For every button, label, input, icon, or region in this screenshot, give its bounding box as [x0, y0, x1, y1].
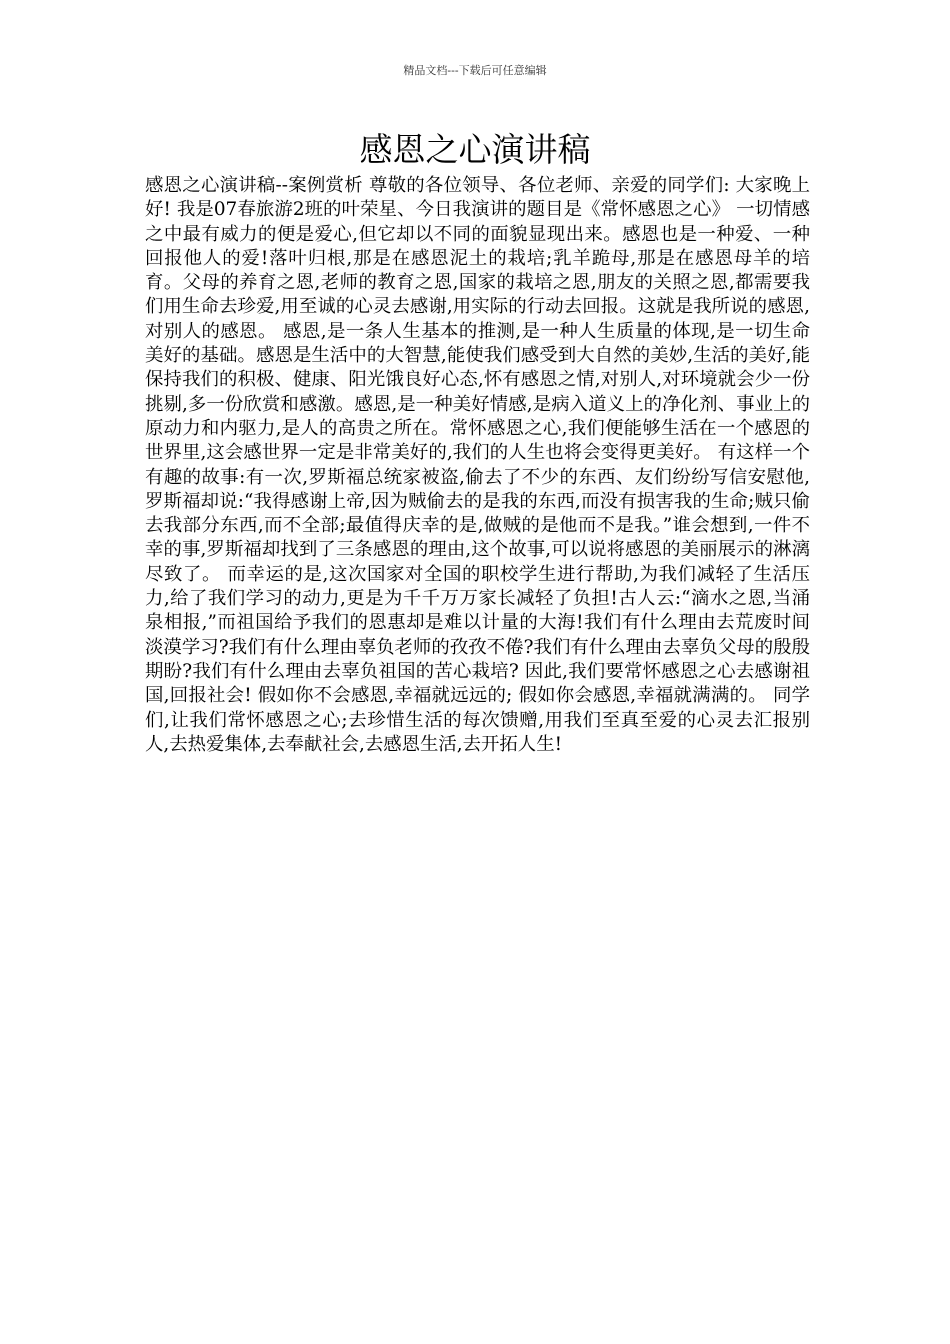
document-body: 感恩之心演讲稿--案例赏析 尊敬的各位领导、各位老师、亲爱的同学们: 大家晚上好! 我是07春旅游2班的叶荣星、今日我演讲的题目是《常怀感恩之心》 一切情感之中最有威力的便是爱心,但它却以不同的面貌显现出来。感恩也是一种爱、一种回报他人的爱!落叶归根,那是在感恩泥土的栽培;乳羊跪母,那是在感恩母羊的培育。父母的养育之恩,老师的教育之恩,国家的栽培之恩,朋友的关照之恩,都需要我们用生命去珍爱,用至诚的心灵去感谢,用实际的行动去回报。这就是我所说的感恩,对别人的感恩。 感恩,是一条人生基本的推测,是一种人生质量的体现,是一切生命美好的基础。感恩是生活中的大智慧,能使我们感受到大自然的美妙,生活的美好,能保持我们的积极、健康、阳光饿良好心态,怀有感恩之情,对别人,对环境就会少一份挑剔,多一份欣赏和感激。感恩,是一种美好情感,是病入道义上的净化剂、事业上的原动力和内驱力,是人的高贵之所在。常怀感恩之心,我们便能够生活在一个感恩的世界里,这会感世界一定是非常美好的,我们的人生也将会变得更美好。 有这样一个有趣的故事:有一次,罗斯福总统家被盗,偷去了不少的东西、友们纷纷写信安慰他,罗斯福却说:“我得感谢上帝,因为贼偷去的是我的东西,而没有损害我的生命;贼只偷去我部分东西,而不全部;最值得庆幸的是,做贼的是他而不是我。”谁会想到,一件不幸的事,罗斯福却找到了三条感恩的理由,这个故事,可以说将感恩的美丽展示的淋漓尽致了。 而幸运的是,这次国家对全国的职校学生进行帮助,为我们减轻了生活压力,给了我们学习的动力,更是为千千万万家长减轻了负担!古人云:“滴水之恩,当涌泉相报,”而祖国给予我们的恩惠却是难以计量的大海!我们有什么理由去荒废时间淡漠学习?我们有什么理由辜负老师的孜孜不倦?我们有什么理由去辜负父母的殷殷期盼?我们有什么理由去辜负祖国的苦心栽培? 因此,我们要常怀感恩之心去感谢祖国,回报社会! 假如你不会感恩,幸福就远远的; 假如你会感恩,幸福就满满的。 同学们,让我们常怀感恩之心;去珍惜生活的每次馈赠,用我们至真至爱的心灵去汇报别人,去热爱集体,去奉献社会,去感恩生活,去开拓人生! — [145, 175, 810, 755]
header-note: 精品文档---下载后可任意编辑 — [403, 64, 547, 77]
document-title: 感恩之心演讲稿 — [359, 130, 591, 169]
